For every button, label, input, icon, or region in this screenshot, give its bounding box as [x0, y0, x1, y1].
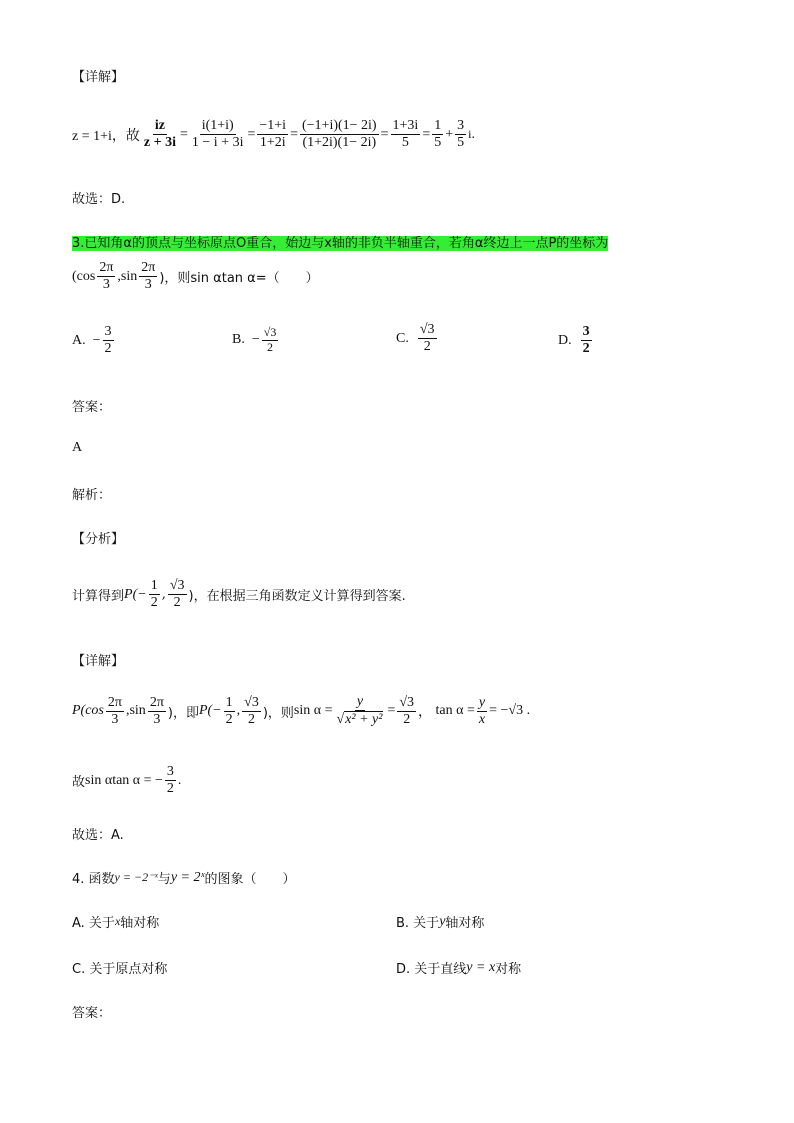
- q4-stem: 4. 函数 y = −2⁻ˣ 与 y = 2ˣ 的图象（ ）: [72, 869, 296, 887]
- q3-calc-line: 计算得到 P(− $\frac{1}{2}$ , $\frac{√3}{2}$ )，在根据三角函数定义计算得到答案.: [72, 578, 406, 611]
- fraction: $\frac{y}{\text{√x² + y²}}$: [336, 694, 383, 728]
- fraction: $\frac{1}{5}$: [434, 118, 442, 151]
- q3-detail-line: P(cos $\frac{2\pi}{3}$ ,sin $\frac{2\pi}{3}$ )，即 P(− $\frac{1}{2}$ , $\frac{√3}{2}$ )，则 sin α = $\frac{y}{\text{√x² + y²}}$ = $\frac{√3}{2}$ ， tan α = $\frac{y}{x}$ = −√3 .: [72, 694, 531, 728]
- fraction: $\frac{√3}{2}$: [263, 325, 277, 354]
- z-prefix: z = 1+i，故: [72, 128, 140, 144]
- answer-value-3: A: [72, 440, 83, 455]
- q4-option-b[interactable]: B. 关于 y 轴对称: [396, 913, 485, 931]
- fraction: $\frac{√3}{2}$: [244, 694, 259, 727]
- q4-option-c[interactable]: C. 关于原点对称: [72, 962, 168, 977]
- q3-coord-prefix: (cos: [72, 268, 96, 284]
- fraction: $\frac{1}{2}$: [225, 694, 233, 727]
- q3-option-b[interactable]: B. − $\frac{√3}{2}$: [232, 325, 277, 354]
- choice-text-1: 故选：D.: [72, 192, 126, 207]
- section-heading-xiangjie-2: 【详解】: [72, 654, 125, 669]
- q3-stem-highlight: 3.已知角α的顶点与坐标原点O重合，始边与x轴的非负半轴重合，若角α终边上一点P的坐标为: [72, 236, 609, 251]
- fraction: $\frac{3}{2}$: [582, 324, 590, 357]
- fraction: $\frac{2\pi}{3}$: [149, 694, 164, 727]
- fraction: $\frac{(-1+i)(1- 2i)}{(1+2i)(1- 2i)}$: [301, 118, 377, 151]
- q3-coord-tail: )，则sin αtan α=（ ）: [159, 271, 319, 287]
- fraction: $\frac{√3}{2}$: [399, 694, 415, 727]
- fraction: $\frac{i(1+i)}{1 - i + 3i}$: [191, 118, 244, 151]
- fraction: $\frac{y}{x}$: [478, 694, 486, 727]
- q4-option-a[interactable]: A. 关于 x 轴对称: [72, 914, 160, 931]
- fraction: $\frac{3}{5}$: [457, 118, 465, 151]
- fraction: $\frac{-1+i}{1+2i}$: [259, 118, 287, 151]
- fraction: $\frac{2\pi}{3}$: [99, 260, 114, 293]
- section-heading-xiangjie-1: 【详解】: [72, 70, 125, 85]
- q3-conclusion: 故 sin αtan α = − $\frac{3}{2}$ .: [72, 764, 182, 797]
- q3-stem-line2: [72, 260, 319, 293]
- q3-option-a[interactable]: A. − $\frac{3}{2}$: [72, 324, 112, 357]
- fraction: $\frac{√3}{2}$: [169, 578, 185, 611]
- analysis-label-3: 解析：: [72, 488, 112, 503]
- q3-option-c[interactable]: C. $\frac{√3}{2}$: [396, 322, 435, 355]
- fraction: $\frac{1+3i}{5}$: [392, 118, 419, 151]
- imag-unit: i: [468, 127, 472, 142]
- answer-label-4: 答案：: [72, 1006, 112, 1021]
- choice-text-3: 故选：A.: [72, 828, 124, 843]
- fraction: $\frac{3}{2}$: [166, 764, 174, 797]
- fraction: $\frac{1}{2}$: [150, 578, 158, 611]
- fraction: $\frac{3}{2}$: [104, 324, 112, 357]
- fraction: $\frac{iz}{z + 3i}$: [143, 118, 176, 151]
- q3-coord-mid: ,sin: [117, 268, 138, 284]
- answer-label-3: 答案：: [72, 400, 112, 415]
- complex-derivation: z = 1+i，故 $\frac{iz}{z + 3i}$ = $\frac{i(1+i)}{1 - i + 3i}$ = $\frac{-1+i}{1+2i}$ = $\frac{(-1+i)(1- 2i)}{(1+2i)(1- 2i)}$ = $\frac{1+3i}{5}$ = $\frac{1}{5}$ + $\frac{3}{5}$ i .: [72, 118, 475, 151]
- fraction: $\frac{2\pi}{3}$: [107, 694, 122, 727]
- q3-stem-line1: [72, 232, 608, 251]
- fraction: $\frac{2\pi}{3}$: [141, 260, 156, 293]
- q3-option-d[interactable]: D. $\frac{3}{2}$: [558, 324, 590, 357]
- section-heading-fenxi: 【分析】: [72, 532, 125, 547]
- fraction: $\frac{√3}{2}$: [419, 322, 435, 355]
- q4-option-d[interactable]: D. 关于直线 y = x 对称: [396, 959, 522, 977]
